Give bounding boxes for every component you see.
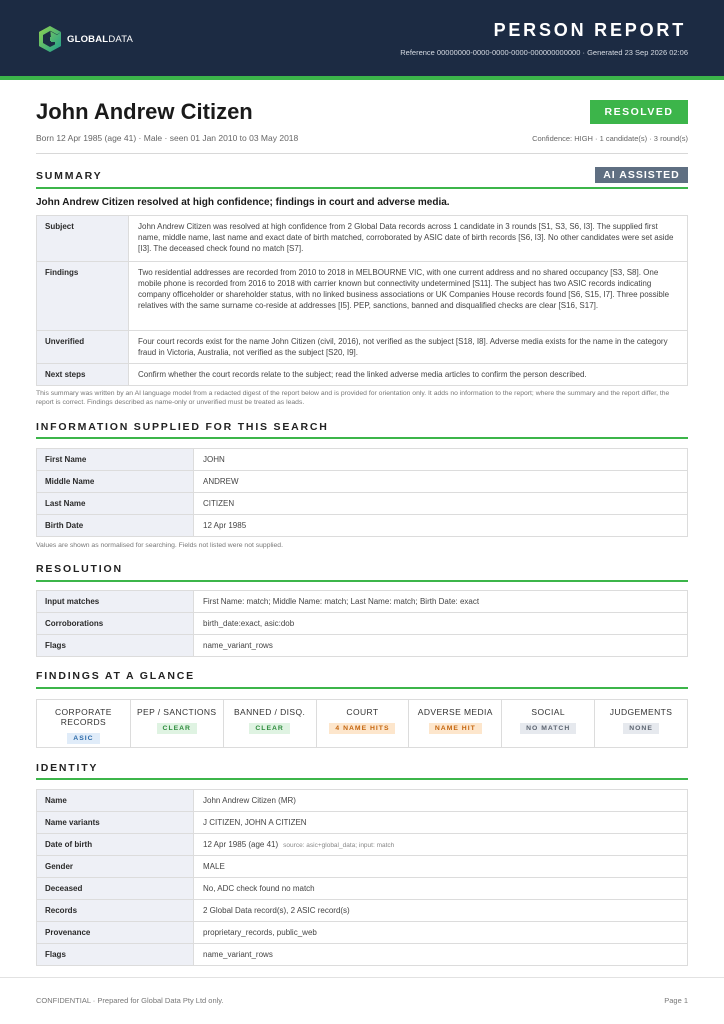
section-rule	[36, 187, 688, 189]
footer-divider	[0, 977, 724, 978]
table-row	[37, 613, 688, 635]
field-label: Input matches	[37, 591, 194, 613]
field-value: J CITIZEN, JOHN A CITIZEN	[194, 812, 688, 834]
field-value: MALE	[194, 856, 688, 878]
table-row	[37, 790, 688, 812]
table-row	[37, 856, 688, 878]
table-row	[37, 812, 688, 834]
summary-text: Four court records exist for the name John Citizen (civil, 2016), not verified as the subject [S18, I8]. Adverse media exists for the name in the category fraud in Victoria, Australia, not verified as the subject [S20, I9].	[129, 331, 688, 364]
ai-assisted-badge: AI ASSISTED	[595, 167, 688, 183]
section-rule	[36, 687, 688, 689]
source-note: source: asic+global_data; input: match	[283, 841, 395, 849]
section-title-resolution: RESOLUTION	[36, 563, 123, 575]
table-row	[37, 331, 688, 364]
section-rule	[36, 778, 688, 780]
field-label: Name	[37, 790, 194, 812]
glance-status-chip: NO MATCH	[520, 723, 576, 734]
glance-label: COURT	[346, 707, 379, 717]
subject-name: John Andrew Citizen	[36, 99, 253, 124]
glance-cell-judgements	[595, 700, 687, 747]
glance-label: ADVERSE MEDIA	[417, 707, 493, 717]
summary-label: Subject	[37, 216, 129, 262]
global-data-logo	[36, 24, 133, 54]
supplied-table	[36, 448, 688, 537]
footer-confidentiality: CONFIDENTIAL · Prepared for Global Data Pty Ltd only.	[36, 996, 224, 1005]
summary-table	[36, 215, 688, 386]
subject-heading	[36, 99, 688, 143]
table-row	[37, 216, 688, 262]
section-rule	[36, 580, 688, 582]
field-label: Middle Name	[37, 471, 194, 493]
field-value: 12 Apr 1985 (age 41)	[203, 839, 279, 849]
glance-status-chip: NAME HIT	[429, 723, 482, 734]
summary-text: John Andrew Citizen was resolved at high confidence from 2 Global Data records across 1 candidate in 3 rounds [S1, S3, S6, I3]. The supplied first name, middle name, last name and exact date of birth matched, corroborated by ASIC date of birth records [S6, I3]. No other candidates were set aside [I3]. The deceased check found no match [S7].	[129, 216, 688, 262]
table-row	[37, 471, 688, 493]
glance-label: CORPORATE RECORDS	[55, 707, 112, 727]
field-label: Flags	[37, 635, 194, 657]
summary-text: Two residential addresses are recorded from 2010 to 2018 in MELBOURNE VIC, with one current address and no shared occupancy [S3, S8]. One mobile phone is recorded from 2016 to 2018 with carrier known but connectivity undetermined [S11]. The subject has two ASIC records indicating company officeholder or shareholder status, with no linked business associations or UK Companies House records found [S6, S15, I7]. Three possible relatives with the same surname co-reside at addresses [I5]. PEP, sanctions, banned and disqualified checks are clear [S16, S17].	[129, 262, 688, 331]
glance-label: BANNED / DISQ.	[233, 707, 306, 717]
table-row	[37, 878, 688, 900]
field-label: Gender	[37, 856, 194, 878]
field-label: Name variants	[37, 812, 194, 834]
field-label: Date of birth	[37, 834, 194, 856]
glance-status-chip: 4 NAME HITS	[329, 723, 395, 734]
glance-cell-adverse-media	[409, 700, 502, 747]
glance-cell-banned	[224, 700, 317, 747]
table-row	[37, 635, 688, 657]
table-row	[37, 834, 688, 856]
supplied-note: Values are shown as normalised for searching. Fields not listed were not supplied.	[36, 542, 283, 549]
glance-cell-corporate	[37, 700, 131, 747]
confidence-summary: Confidence: HIGH · 1 candidate(s) · 3 round(s)	[532, 134, 688, 143]
field-label: Birth Date	[37, 515, 194, 537]
glance-cell-court	[317, 700, 410, 747]
field-label: Flags	[37, 944, 194, 966]
glance-status-chip: CLEAR	[249, 723, 289, 734]
summary-label: Next steps	[37, 364, 129, 386]
table-row	[37, 515, 688, 537]
glance-cell-social	[502, 700, 595, 747]
section-rule	[36, 437, 688, 439]
page-number: Page 1	[664, 996, 688, 1005]
field-label: Deceased	[37, 878, 194, 900]
table-row	[37, 364, 688, 386]
summary-label: Findings	[37, 262, 129, 331]
section-title-glance: FINDINGS AT A GLANCE	[36, 670, 195, 682]
summary-headline: John Andrew Citizen resolved at high confidence; findings in court and adverse media.	[36, 197, 450, 208]
field-value: John Andrew Citizen (MR)	[194, 790, 688, 812]
field-label: Corroborations	[37, 613, 194, 635]
summary-disclaimer: This summary was written by an AI language model from a redacted digest of the report below and is provided for orientation only. It adds no information to the report; where the summary and the report differ, the report is correct. Findings described as name-only or unverified must be treated as leads.	[36, 390, 670, 406]
glance-label: JUDGEMENTS	[609, 707, 673, 717]
field-value: First Name: match; Middle Name: match; Last Name: match; Birth Date: exact	[194, 591, 688, 613]
field-value-with-source	[194, 834, 688, 856]
table-row	[37, 591, 688, 613]
report-reference-meta: Reference 00000000-0000-0000-0000-000000000000 · Generated 23 Sep 2026 02:06	[400, 48, 688, 57]
field-value: JOHN	[194, 449, 688, 471]
glance-status-chip: NONE	[623, 723, 659, 734]
field-value: name_variant_rows	[194, 635, 688, 657]
logo-text	[67, 34, 133, 45]
field-label: Records	[37, 900, 194, 922]
glance-status-chip: ASIC	[67, 733, 99, 744]
field-label: Last Name	[37, 493, 194, 515]
logo-mark-icon	[36, 24, 64, 54]
identity-table	[36, 789, 688, 966]
field-label: First Name	[37, 449, 194, 471]
field-value: 12 Apr 1985	[194, 515, 688, 537]
table-row	[37, 922, 688, 944]
subject-subline: Born 12 Apr 1985 (age 41) · Male · seen 01 Jan 2010 to 03 May 2018	[36, 133, 299, 143]
field-label: Provenance	[37, 922, 194, 944]
logo-text-strong: GLOBAL	[67, 33, 109, 45]
field-value: proprietary_records, public_web	[194, 922, 688, 944]
field-value: No, ADC check found no match	[194, 878, 688, 900]
report-title: PERSON REPORT	[493, 20, 686, 40]
summary-text: Confirm whether the court records relate to the subject; read the linked adverse media articles to confirm the person described.	[129, 364, 688, 386]
divider	[36, 153, 688, 154]
logo-text-thin: DATA	[108, 33, 134, 45]
field-value: 2 Global Data record(s), 2 ASIC record(s)	[194, 900, 688, 922]
resolved-status-badge: RESOLVED	[590, 100, 688, 124]
glance-cell-pep-sanctions	[131, 700, 224, 747]
report-header	[0, 0, 724, 80]
field-value: CITIZEN	[194, 493, 688, 515]
field-value: birth_date:exact, asic:dob	[194, 613, 688, 635]
table-row	[37, 900, 688, 922]
table-row	[37, 944, 688, 966]
section-title-identity: IDENTITY	[36, 762, 99, 774]
field-value: name_variant_rows	[194, 944, 688, 966]
table-row	[37, 262, 688, 331]
summary-label: Unverified	[37, 331, 129, 364]
section-title-summary: SUMMARY	[36, 170, 103, 182]
field-value: ANDREW	[194, 471, 688, 493]
resolution-table	[36, 590, 688, 657]
table-row	[37, 449, 688, 471]
glance-label: PEP / SANCTIONS	[136, 707, 217, 717]
table-row	[37, 493, 688, 515]
glance-label: SOCIAL	[531, 707, 565, 717]
section-title-supplied: INFORMATION SUPPLIED FOR THIS SEARCH	[36, 421, 329, 433]
glance-status-chip: CLEAR	[157, 723, 197, 734]
findings-glance-grid	[36, 699, 688, 748]
